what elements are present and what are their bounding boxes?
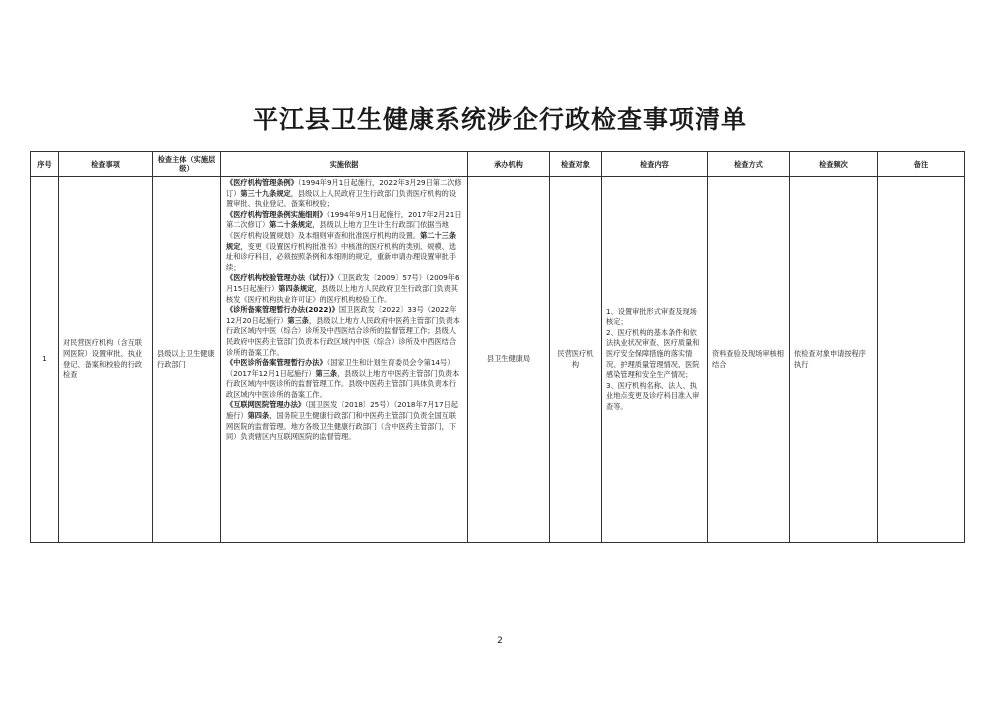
- header-frequency: 检查频次: [790, 152, 878, 177]
- header-target: 检查对象: [550, 152, 602, 177]
- basis-paragraph: 《医疗机构校验管理办法（试行）》（卫医政发〔2009〕57号）（2009年6月15日起施行）第四条规定，县级以上地方人民政府卫生行政部门负责其核发《医疗机构执业许可证》的医疗机构校验工作。: [226, 273, 460, 304]
- page-title: 平江县卫生健康系统涉企行政检查事项清单: [252, 105, 747, 134]
- header-row: [31, 152, 965, 177]
- cell-frequency: 依检查对象申请按程序执行: [790, 177, 878, 543]
- content-line: 3、医疗机构名称、法人、执业地点变更及诊疗科目准入审查等。: [606, 380, 700, 411]
- header-agency: 承办机构: [468, 152, 550, 177]
- cell-agency: 县卫生健康局: [468, 177, 550, 543]
- header-item: 检查事项: [59, 152, 153, 177]
- header-method: 检查方式: [708, 152, 790, 177]
- basis-paragraph: 《医疗机构管理条例》（1994年9月1日起施行，2022年3月29日第二次修订）第三十九条规定，县级以上人民政府卫生行政部门负责医疗机构的设置审批、执业登记、备案和校验；: [226, 178, 462, 209]
- basis-paragraph: 《诊所备案管理暂行办法(2022)》国卫医政发〔2022〕33号（2022年12月20日起施行）第三条，县级以上地方人民政府中医药主管部门负责本行政区域内中医（综合）诊所及中西医结合诊所的监督管理工作；县级人民政府中医药主管部门负责本行政区域内中医（综合）诊所及中西医结合诊所的备案工作。: [226, 305, 460, 357]
- table-row: [31, 177, 965, 543]
- header-content: 检查内容: [602, 152, 708, 177]
- page-number: 2: [497, 636, 503, 646]
- cell-basis: [221, 177, 468, 543]
- cell-method: 资料查验及现场审核相结合: [708, 177, 790, 543]
- header-remark: 备注: [878, 152, 965, 177]
- basis-paragraph: 《医疗机构管理条例实施细则》（1994年9月1日起施行，2017年2月21日第二次修订）第二十条规定，县级以上地方卫生计生行政部门依据当地《医疗机构设置规划》及本细则审查和批准医疗机构的设置。第二十三条规定，变更《设置医疗机构批准书》中核准的医疗机构的类别、规模、选址和诊疗科目，必须按照条例和本细则的规定，重新申请办理设置审批手续；: [226, 209, 462, 272]
- cell-content: [602, 177, 708, 543]
- basis-paragraph: 《中医诊所备案管理暂行办法》（国家卫生和计划生育委员会令第14号）（2017年12月1日起施行）第三条，县级以上地方中医药主管部门负责本行政区域内中医诊所的监督管理工作。县级中医药主管部门具体负责本行政区域内中医诊所的备案工作。: [226, 358, 460, 399]
- cell-seq: 1: [31, 177, 59, 543]
- cell-subject: 县级以上卫生健康行政部门: [153, 177, 221, 543]
- cell-target: 民营医疗机构: [550, 177, 602, 543]
- cell-item: 对民营医疗机构（含互联网医院）设置审批、执业登记、备案和校验的行政检查: [59, 177, 153, 543]
- basis-paragraph: 《互联网医院管理办法》（国卫医发〔2018〕25号）（2018年7月17日起施行）第四条，国务院卫生健康行政部门和中医药主管部门负责全国互联网医院的监督管理。地方各级卫生健康行政部门（含中医药主管部门，下同）负责辖区内互联网医院的监督管理。: [226, 400, 458, 442]
- cell-remark: [878, 177, 965, 543]
- header-subject: 检查主体（实施层级）: [153, 152, 221, 177]
- content-line: 1、设置审批形式审查及现场核定；: [606, 306, 697, 327]
- header-seq: 序号: [31, 152, 59, 177]
- header-basis: 实施依据: [221, 152, 468, 177]
- content-line: 2、医疗机构的基本条件和依法执业状况审查、医疗质量和医疗安全保障措施的落实情况、护理质量管理情况、医院感染管理和安全生产情况；: [606, 327, 700, 380]
- inspection-table: [30, 151, 965, 543]
